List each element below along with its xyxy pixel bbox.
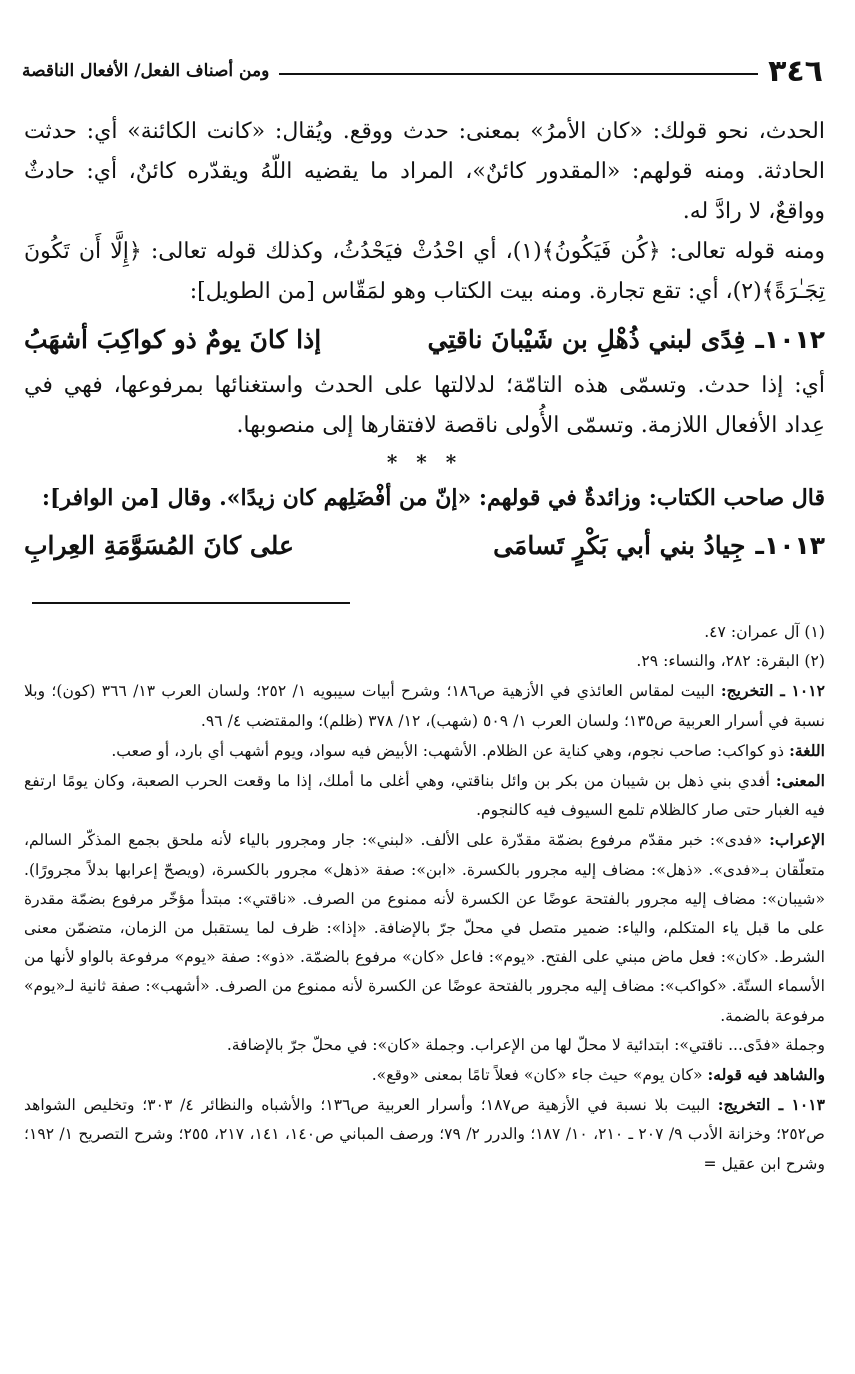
verse-hemistich-1: جِيادُ بني أبي بَكْرٍ تَسامَى: [493, 530, 746, 560]
paragraph-3: أي: إذا حدث. وتسمّى هذه التامّة؛ لدلالتها على الحدث واستغنائها بمرفوعها، فهي في عِداد الأفعال اللازمة. وتسمّى الأُولى ناقصة لافتقارها إلى منصوبها.: [24, 373, 825, 438]
verse-hemistich-2: على كانَ المُسَوَّمَةِ العِرابِ: [24, 530, 294, 560]
footnotes: [24, 618, 825, 1179]
header-rule: [279, 73, 758, 75]
mana-label: المعنى:: [775, 771, 825, 791]
page-header: [22, 54, 823, 88]
lugha-text: ذو كواكب: صاحب نجوم، وهي كناية عن الظلام. الأشهب: الأبيض فيه سواد، ويوم أشهب أي بارد، أو صعب.: [111, 741, 785, 760]
takhrij-label: ١٠١٣ ـ التخريج:: [717, 1095, 825, 1115]
paragraph-1: الحدث، نحو قولك: «كان الأمرُ» بمعنى: حدث ووقع. ويُقال: «كانت الكائنة» أي: حدثت الحادثة. ومنه قولهم: «المقدور كائنٌ»، المراد ما يقضيه اللّهُ ويقدّره كائنٌ، أي: حادثٌ وواقعٌ، لا رادَّ له.: [24, 119, 825, 224]
footnote-1: (١) آل عمران: ٤٧.: [704, 623, 825, 641]
mana-text: أفدي بني ذهل بن شيبان من بكر بن وائل بناقتي، وهي أغلى ما أملك، إذا ما وقعت الحرب الصعبة، وكان يومًا ارتفع فيه الغبار حتى صار كالظلام تلمع السيوف فيه كالنجوم.: [24, 772, 825, 820]
lugha: [24, 736, 825, 766]
irab: [24, 825, 825, 1030]
shahid-label: والشاهد فيه قوله:: [707, 1065, 825, 1085]
irab-label: الإعراب:: [769, 830, 825, 850]
page-number: ٣٤٦: [768, 53, 823, 89]
verse-1013: [24, 518, 825, 572]
verse-number: ١٠١٢ـ: [755, 324, 825, 354]
verse-number: ١٠١٣ـ: [755, 530, 825, 560]
paragraph-2: ومنه قوله تعالى: ﴿كُن فَيَكُونُ﴾(١)، أي احْدُثْ فيَحْدُثُ، وكذلك قوله تعالى: ﴿إِلَّا أَن تَكُونَ تِجَـٰرَةً﴾(٢)، أي: تقع تجارة. ومنه بيت الكتاب وهو لمَقّاس [من الطويل]:: [24, 239, 825, 304]
shahid: [24, 1060, 825, 1090]
footnote-rule: [32, 602, 350, 604]
running-title: ومن أصناف الفعل/ الأفعال الناقصة: [22, 61, 270, 81]
paragraph-4: قال صاحب الكتاب: وزائدةٌ في قولهم: «إنّ من أفْضَلِهم كان زيدًا». وقال [من الوافر]:: [41, 485, 825, 511]
continuation-mark: =: [703, 1154, 717, 1173]
takhrij-text: البيت بلا نسبة في الأزهية ص١٨٧؛ وأسرار العربية ص١٣٦؛ والأشباه والنظائر ٤/ ٣٠٣؛ وتخليص الشواهد ص٢٥٢؛ وخزانة الأدب ٩/ ٢٠٧ ـ ٢١٠، ١٠/ ١٨٧؛ والدرر ٢/ ٧٩؛ ورصف المباني ص١٤٠، ١٤١، ٢١٧، ٢٥٥؛ وشرح التصريح ١/ ١٩٢؛ وشرح ابن عقيل: [24, 1096, 826, 1173]
takhrij-1012: [24, 676, 825, 735]
verse-hemistich-2: إذا كانَ يومٌ ذو كواكِبَ أشهَبُ: [24, 324, 322, 354]
verse-1012: [24, 312, 825, 366]
takhrij-text: البيت لمقاس العائذي في الأزهية ص١٨٦؛ وشرح أبيات سيبويه ١/ ٢٥٢؛ ولسان العرب ١٣/ ٣٦٦ (كون)؛ وبلا نسبة في أسرار العربية ص١٣٥؛ ولسان العرب ١/ ٥٠٩ (شهب)، ١٢/ ٣٧٨ (ظلم)؛ والمقتضب ٤/ ٩٦.: [24, 682, 825, 730]
lugha-label: اللغة:: [789, 740, 825, 760]
irab-text: «فدى»: خبر مقدّم مرفوع بضمّة مقدّرة على الألف. «لبني»: جار ومجرور بالياء لأنه ملحق بجمع المذكّر السالم، متعلّقان بـ«فدى». «ذهل»: مضاف إليه مجرور بالكسرة. «ابن»: صفة «ذهل» مجرور بالكسرة، (ويصحّ إعرابها بدلاً مجرورًا). «شيبان»: مضاف إليه مجرور بالفتحة عوضًا عن الكسرة لأنه ممنوع من الصرف. «ناقتي»: مبتدأ مؤخّر مرفوع بضمّة مقدرة على ما قبل ياء المتكلم، والياء: ضمير متصل في محلّ جرّ بالإضافة. «إذا»: ظرف لما يستقبل من الزمان، متضمّن معنى الشرط. «كان»: فعل ماض مبني على الفتح. «يوم»: فاعل «كان» مرفوع بالضمّة. «ذو»: صفة «يوم» مرفوعة بالواو لأنها من الأسماء الستّة. «كواكب»: مضاف إليه مجرور بالفتحة عوضًا عن الكسرة لأنه ممنوع من الصرف. «أشهب»: صفة ثانية لـ«يوم» مرفوعة بالضمة.: [24, 831, 825, 1025]
main-text: [24, 112, 825, 572]
jumla: وجملة «فدًى... ناقتي»: ابتدائية لا محلّ لها من الإعراب. وجملة «كان»: في محلّ جرّ بالإضافة.: [226, 1035, 825, 1054]
mana: [24, 766, 825, 825]
takhrij-1013: [24, 1090, 825, 1179]
section-separator: * * *: [386, 450, 463, 474]
verse-hemistich-1: فِدًى لبني ذُهْلِ بن شَيْبانَ ناقتِي: [427, 324, 746, 354]
shahid-text: «كان يوم» حيث جاء «كان» فعلاً تامًا بمعنى «وقع».: [371, 1066, 703, 1085]
takhrij-label: ١٠١٢ ـ التخريج:: [720, 681, 825, 701]
footnote-2: (٢) البقرة: ٢٨٢، والنساء: ٢٩.: [636, 652, 825, 671]
